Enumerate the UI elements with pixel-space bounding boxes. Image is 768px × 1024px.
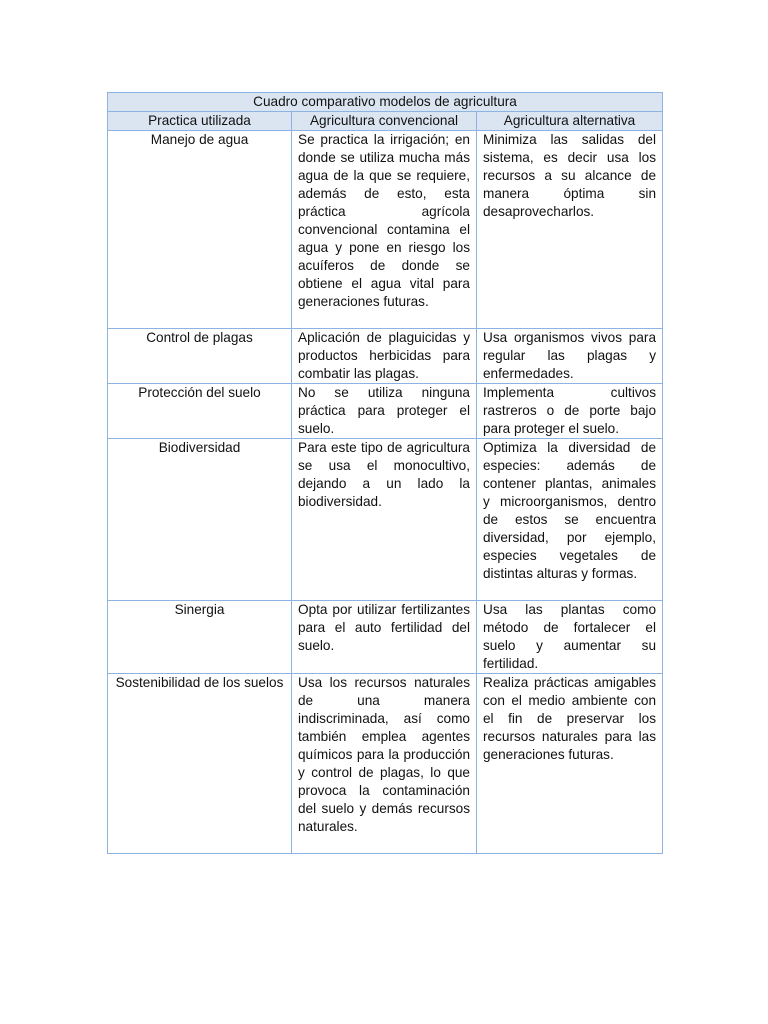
table-header-row [108, 112, 663, 131]
conventional-cell: Aplicación de plaguicidas y productos herbicidas para combatir las plagas. [292, 329, 477, 384]
alternative-cell: Minimiza las salidas del sistema, es decir usa los recursos a su alcance de manera óptima sin desaprovecharlos. [477, 131, 663, 329]
table-title-row [108, 93, 663, 112]
header-alternative: Agricultura alternativa [477, 112, 663, 131]
alternative-cell: Implementa cultivos rastreros o de porte bajo para proteger el suelo. [477, 384, 663, 439]
row-label: Manejo de agua [108, 131, 292, 329]
alternative-cell: Realiza prácticas amigables con el medio ambiente con el fin de preservar los recursos naturales para las generaciones futuras. [477, 674, 663, 854]
alternative-cell: Optimiza la diversidad de especies: además de contener plantas, animales y microorganismos, dentro de estos se encuentra diversidad, por ejemplo, especies vegetales de distintas alturas y formas. [477, 439, 663, 601]
header-practice: Practica utilizada [108, 112, 292, 131]
conventional-cell: Se practica la irrigación; en donde se utiliza mucha más agua de la que se requiere, además de esto, esta práctica agrícola convencional contamina el agua y pone en riesgo los acuíferos de donde se obtiene el agua vital para generaciones futuras. [292, 131, 477, 329]
table-title: Cuadro comparativo modelos de agricultura [108, 93, 663, 112]
table-row [108, 131, 663, 329]
row-label: Sinergia [108, 601, 292, 674]
row-label: Protección del suelo [108, 384, 292, 439]
table-row [108, 329, 663, 384]
table-row [108, 439, 663, 601]
table-row [108, 384, 663, 439]
row-label: Biodiversidad [108, 439, 292, 601]
row-label: Sostenibilidad de los suelos [108, 674, 292, 854]
table-row [108, 601, 663, 674]
header-conventional: Agricultura convencional [292, 112, 477, 131]
table-row [108, 674, 663, 854]
conventional-cell: Opta por utilizar fertilizantes para el auto fertilidad del suelo. [292, 601, 477, 674]
conventional-cell: Usa los recursos naturales de una manera indiscriminada, así como también emplea agentes químicos para la producción y control de plagas, lo que provoca la contaminación del suelo y demás recursos naturales. [292, 674, 477, 854]
alternative-cell: Usa las plantas como método de fortalecer el suelo y aumentar su fertilidad. [477, 601, 663, 674]
row-label: Control de plagas [108, 329, 292, 384]
conventional-cell: No se utiliza ninguna práctica para proteger el suelo. [292, 384, 477, 439]
conventional-cell: Para este tipo de agricultura se usa el monocultivo, dejando a un lado la biodiversidad. [292, 439, 477, 601]
alternative-cell: Usa organismos vivos para regular las plagas y enfermedades. [477, 329, 663, 384]
comparison-table [107, 92, 663, 854]
